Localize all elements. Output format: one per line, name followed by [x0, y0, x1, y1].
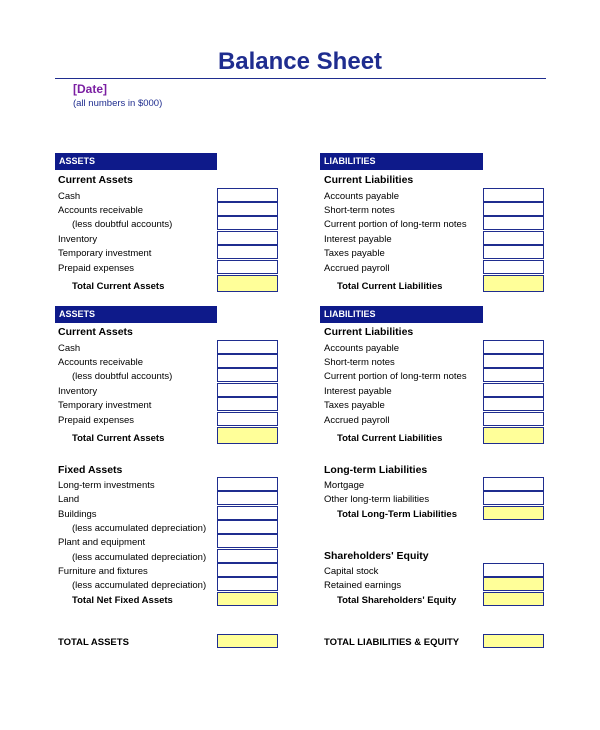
total-fixed-assets-label: Total Net Fixed Assets: [72, 595, 173, 606]
asset-input-inventory[interactable]: [217, 383, 278, 397]
current-liabilities-title: Current Liabilities: [324, 326, 414, 338]
liability-label-taxes: Taxes payable: [324, 248, 385, 259]
ltl-label-other: Other long-term liabilities: [324, 494, 430, 505]
liability-input-payable[interactable]: [483, 340, 544, 354]
fixed-label-furniture-depreciation: (less accumulated depreciation): [72, 580, 207, 591]
liability-label-taxes: Taxes payable: [324, 400, 385, 411]
fixed-label-buildings: Buildings: [58, 509, 97, 520]
total-liabilities-equity-cell[interactable]: [483, 634, 544, 648]
asset-input-temp-investment[interactable]: [217, 397, 278, 411]
fixed-input-plant-depreciation[interactable]: [217, 549, 278, 563]
total-equity-label: Total Shareholders' Equity: [337, 595, 457, 606]
asset-input-inventory[interactable]: [217, 231, 278, 245]
title-underline: [55, 78, 546, 79]
ltl-input-other[interactable]: [483, 491, 544, 505]
total-assets-cell[interactable]: [217, 634, 278, 648]
assets-header: ASSETS: [55, 306, 217, 323]
total-current-liabilities-cell[interactable]: [483, 427, 544, 444]
liability-label-interest: Interest payable: [324, 386, 392, 397]
equity-label-retained-earnings: Retained earnings: [324, 580, 402, 591]
total-current-assets-label: Total Current Assets: [72, 281, 165, 292]
liability-label-payable: Accounts payable: [324, 343, 399, 354]
fixed-input-building-depreciation[interactable]: [217, 520, 278, 534]
equity-label-capital-stock: Capital stock: [324, 566, 379, 577]
asset-label-doubtful: (less doubtful accounts): [72, 371, 173, 382]
total-current-liabilities-label: Total Current Liabilities: [337, 281, 443, 292]
fixed-label-plant-depreciation: (less accumulated depreciation): [72, 552, 207, 563]
date-field[interactable]: [Date]: [73, 82, 108, 96]
fixed-input-buildings[interactable]: [217, 506, 278, 520]
total-long-term-liabilities-cell[interactable]: [483, 506, 544, 520]
units-note: (all numbers in $000): [73, 98, 163, 109]
liability-label-payroll: Accrued payroll: [324, 415, 390, 426]
asset-input-cash[interactable]: [217, 340, 278, 354]
current-liabilities-title: Current Liabilities: [324, 174, 414, 186]
total-current-assets-cell[interactable]: [217, 427, 278, 444]
total-fixed-assets-cell[interactable]: [217, 592, 278, 606]
total-current-assets-label: Total Current Assets: [72, 433, 165, 444]
liability-input-payroll[interactable]: [483, 260, 544, 274]
liabilities-header: LIABILITIES: [320, 306, 483, 323]
fixed-label-long-term-investments: Long-term investments: [58, 480, 155, 491]
total-current-liabilities-label: Total Current Liabilities: [337, 433, 443, 444]
liability-input-taxes[interactable]: [483, 397, 544, 411]
long-term-liabilities-title: Long-term Liabilities: [324, 464, 428, 476]
asset-input-temp-investment[interactable]: [217, 245, 278, 259]
liability-label-current-portion: Current portion of long-term notes: [324, 371, 467, 382]
liability-label-current-portion: Current portion of long-term notes: [324, 219, 467, 230]
liability-input-current-portion[interactable]: [483, 368, 544, 382]
liability-label-payable: Accounts payable: [324, 191, 399, 202]
total-current-assets-cell[interactable]: [217, 275, 278, 292]
assets-header: ASSETS: [55, 153, 217, 170]
fixed-input-plant[interactable]: [217, 534, 278, 548]
asset-label-cash: Cash: [58, 191, 81, 202]
asset-input-receivable[interactable]: [217, 202, 278, 216]
liability-input-current-portion[interactable]: [483, 216, 544, 230]
total-liabilities-equity-label: TOTAL LIABILITIES & EQUITY: [324, 637, 460, 648]
asset-input-cash[interactable]: [217, 188, 278, 202]
asset-input-prepaid[interactable]: [217, 260, 278, 274]
total-long-term-liabilities-label: Total Long-Term Liabilities: [337, 509, 457, 520]
liability-input-interest[interactable]: [483, 231, 544, 245]
liability-input-short-term[interactable]: [483, 202, 544, 216]
fixed-label-building-depreciation: (less accumulated depreciation): [72, 523, 207, 534]
liability-input-short-term[interactable]: [483, 354, 544, 368]
asset-label-cash: Cash: [58, 343, 81, 354]
fixed-input-land[interactable]: [217, 491, 278, 505]
fixed-label-land: Land: [58, 494, 80, 505]
equity-input-retained-earnings[interactable]: [483, 577, 544, 591]
asset-input-doubtful[interactable]: [217, 216, 278, 230]
fixed-label-furniture: Furniture and fixtures: [58, 566, 148, 577]
asset-label-temp-investment: Temporary investment: [58, 248, 152, 259]
asset-label-prepaid: Prepaid expenses: [58, 263, 135, 274]
fixed-assets-title: Fixed Assets: [58, 464, 123, 476]
equity-title: Shareholders' Equity: [324, 550, 429, 562]
fixed-label-plant: Plant and equipment: [58, 537, 146, 548]
asset-label-receivable: Accounts receivable: [58, 357, 144, 368]
total-equity-cell[interactable]: [483, 592, 544, 606]
asset-input-doubtful[interactable]: [217, 368, 278, 382]
asset-label-inventory: Inventory: [58, 386, 98, 397]
fixed-input-furniture[interactable]: [217, 563, 278, 577]
liability-input-payroll[interactable]: [483, 412, 544, 426]
asset-label-receivable: Accounts receivable: [58, 205, 144, 216]
ltl-label-mortgage: Mortgage: [324, 480, 365, 491]
total-assets-label: TOTAL ASSETS: [58, 637, 129, 648]
liability-label-payroll: Accrued payroll: [324, 263, 390, 274]
asset-label-inventory: Inventory: [58, 234, 98, 245]
liabilities-header: LIABILITIES: [320, 153, 483, 170]
liability-label-short-term: Short-term notes: [324, 205, 395, 216]
liability-input-taxes[interactable]: [483, 245, 544, 259]
equity-input-capital-stock[interactable]: [483, 563, 544, 577]
asset-label-prepaid: Prepaid expenses: [58, 415, 135, 426]
asset-label-temp-investment: Temporary investment: [58, 400, 152, 411]
total-current-liabilities-cell[interactable]: [483, 275, 544, 292]
liability-label-short-term: Short-term notes: [324, 357, 395, 368]
current-assets-title: Current Assets: [58, 174, 133, 186]
liability-input-interest[interactable]: [483, 383, 544, 397]
liability-label-interest: Interest payable: [324, 234, 392, 245]
liability-input-payable[interactable]: [483, 188, 544, 202]
ltl-input-mortgage[interactable]: [483, 477, 544, 491]
fixed-input-furniture-depreciation[interactable]: [217, 577, 278, 591]
page-title: Balance Sheet: [217, 48, 383, 75]
current-assets-title: Current Assets: [58, 326, 133, 338]
asset-input-receivable[interactable]: [217, 354, 278, 368]
asset-input-prepaid[interactable]: [217, 412, 278, 426]
asset-label-doubtful: (less doubtful accounts): [72, 219, 173, 230]
fixed-input-long-term-investments[interactable]: [217, 477, 278, 491]
